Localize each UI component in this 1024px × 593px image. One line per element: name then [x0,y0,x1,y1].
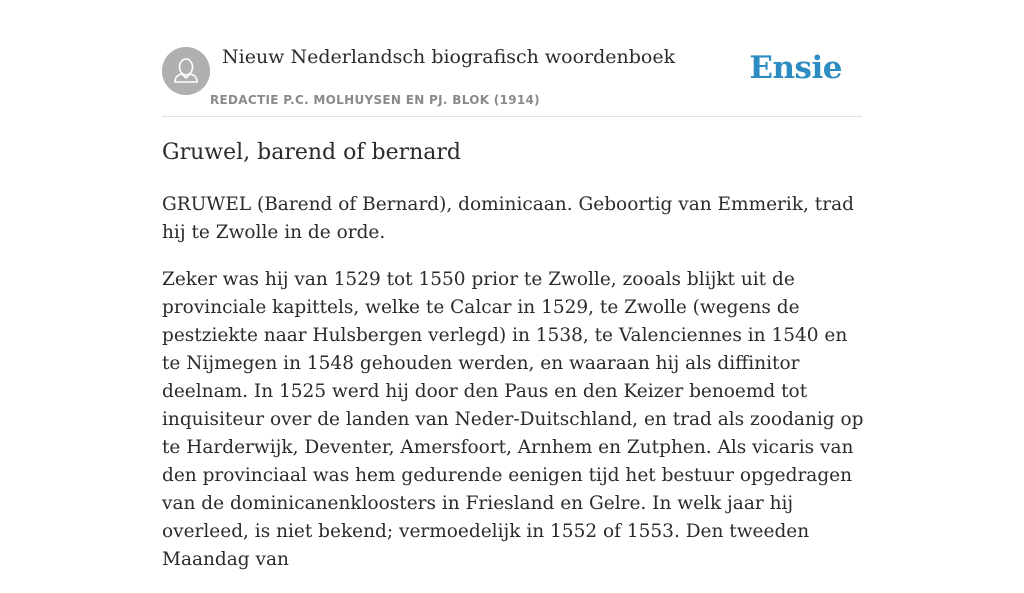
article-paragraph: GRUWEL (Barend of Bernard), dominicaan. Geboortig van Emmerik, trad hij te Zwolle in de orde. [162,194,854,243]
article-body [162,191,866,593]
user-silhouette-icon [162,47,210,95]
page-container [162,0,864,570]
entry-title: Gruwel, barend of bernard [162,140,461,165]
avatar [162,47,210,95]
source-title[interactable]: Nieuw Nederlandsch biografisch woordenboek [222,46,676,68]
brand-logo[interactable]: Ensie [749,50,842,86]
article-paragraph: Zeker was hij van 1529 tot 1550 prior te Zwolle, zooals blijkt uit de provinciale kapittels, welke te Calcar in 1529, te Zwolle (wegens de pestziekte naar Hulsbergen verlegd) in 1538, te Valenciennes in 1540 en te Nijmegen in 1548 gehouden werden, en waaraan hij als diffinitor deelnam. In 1525 werd hij door den Paus en den Keizer benoemd tot inquisiteur over de landen van Neder-Duitschland, en trad als zoodanig op te Harderwijk, Deventer, Amersfoort, Arnhem en Zutphen. Als vicaris van den provinciaal was hem gedurende eenigen tijd het bestuur opgedragen van de dominicanenkloosters in Friesland en Gelre. In welk jaar hij overleed, is niet bekend; vermoedelijk in 1552 of 1553. Den tweeden Maandag van [162,269,864,570]
source-header [162,0,862,117]
source-editors: REDACTIE P.C. MOLHUYSEN EN PJ. BLOK (1914) [210,93,540,107]
